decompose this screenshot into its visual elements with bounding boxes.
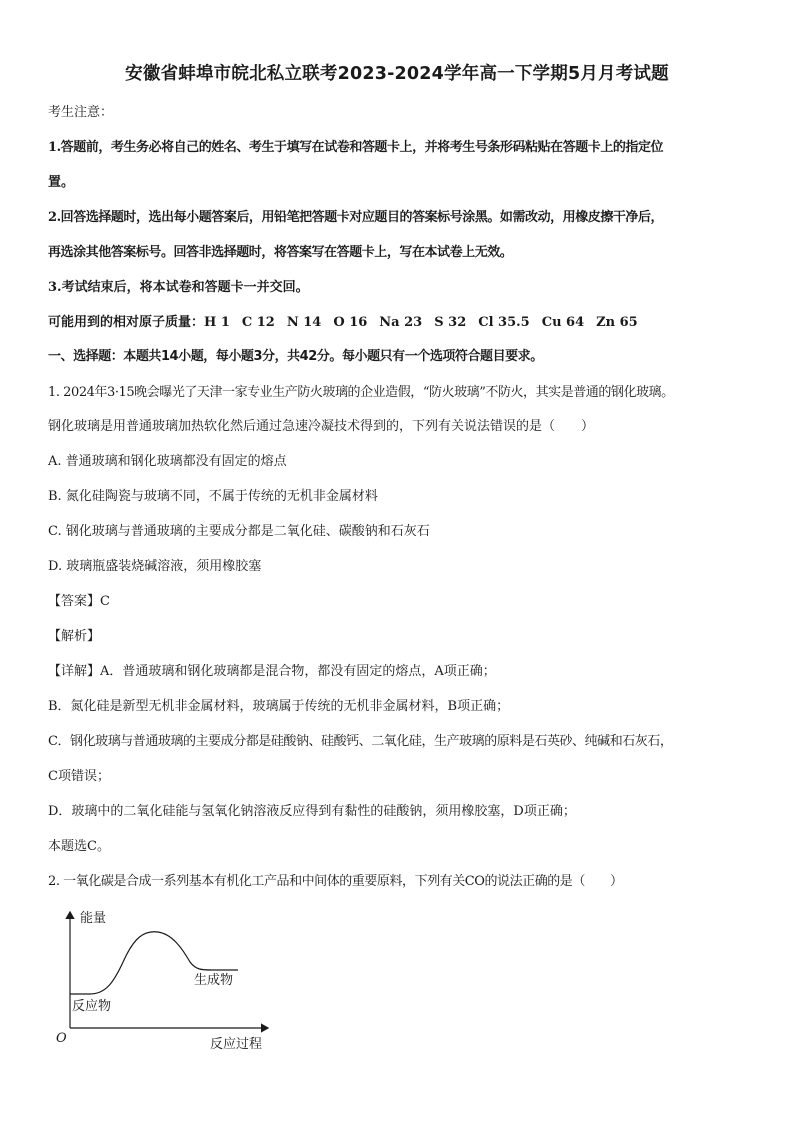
q1-analysis: 【解析】	[48, 629, 101, 644]
notice-item-1-cont: 置。	[48, 175, 75, 190]
notice-item-1: 1.答题前，考生务必将自己的姓名、考生于填写在试卷和答题卡上，并将考生号条形码粘贴在答题卡上的指定位	[48, 140, 664, 155]
atomic-mass: H 1	[204, 315, 230, 330]
notice-item-3: 3.考试结束后，将本试卷和答题卡一并交回。	[48, 280, 309, 295]
atomic-mass: C 12	[241, 315, 275, 330]
reactant-label: 反应物	[72, 999, 112, 1014]
progress-axis-label: 反应过程	[210, 1037, 263, 1052]
q1-stem-cont: 钢化玻璃是用普通玻璃加热软化然后通过急速冷凝技术得到的，下列有关说法错误的是（ ）	[48, 419, 595, 434]
q1-option-d: D. 玻璃瓶盛装烧碱溶液，须用橡胶塞	[48, 559, 262, 574]
notice-heading: 考生注意：	[48, 105, 114, 120]
atomic-mass: O 16	[333, 315, 368, 330]
energy-diagram	[48, 900, 288, 1060]
atomic-mass: Cu 64	[541, 315, 585, 330]
atomic-masses-label: 可能用到的相对原子质量：	[48, 315, 205, 330]
q1-detail-b: B．氮化硅是新型无机非金属材料，玻璃属于传统的无机非金属材料，B项正确；	[48, 699, 510, 714]
q1-detail-c-cont: C项错误；	[48, 769, 110, 784]
atomic-masses	[48, 314, 638, 332]
energy-axis-label: 能量	[80, 911, 107, 926]
q1-option-c: C. 钢化玻璃与普通玻璃的主要成分都是二氧化硅、碳酸钠和石灰石	[48, 524, 430, 539]
q1-detail-a: 【详解】A．普通玻璃和钢化玻璃都是混合物，都没有固定的熔点，A项正确；	[48, 664, 496, 679]
atomic-mass: Zn 65	[596, 315, 638, 330]
section-heading: 一、选择题：本题共14小题，每小题3分，共42分。每小题只有一个选项符合题目要求。	[48, 349, 543, 364]
q1-stem: 1. 2024年3·15晚会曝光了天津一家专业生产防火玻璃的企业造假，“防火玻璃”不防火，其实是普通的钢化玻璃。	[48, 385, 674, 400]
page-title: 安徽省蚌埠市皖北私立联考2023-2024学年高一下学期5月月考试题	[125, 64, 669, 84]
notice-item-2: 2.回答选择题时，选出每小题答案后，用铅笔把答题卡对应题目的答案标号涂黑。如需改动，用橡皮擦干净后，	[48, 210, 664, 225]
q2-stem: 2. 一氧化碳是合成一系列基本有机化工产品和中间体的重要原料，下列有关CO的说法正确的是（ ）	[48, 874, 623, 889]
product-label: 生成物	[194, 973, 234, 988]
atomic-mass: N 14	[286, 315, 322, 330]
q1-detail-c: C．钢化玻璃与普通玻璃的主要成分都是硅酸钠、硅酸钙、二氧化硅，生产玻璃的原料是石英砂、纯碱和石灰石，	[48, 734, 673, 749]
q1-detail-d: D．玻璃中的二氧化硅能与氢氧化钠溶液反应得到有黏性的硅酸钠，须用橡胶塞，D项正确；	[48, 804, 576, 819]
q1-option-b: B. 氮化硅陶瓷与玻璃不同，不属于传统的无机非金属材料	[48, 489, 378, 504]
q1-option-a: A. 普通玻璃和钢化玻璃都没有固定的熔点	[48, 454, 287, 469]
atomic-mass: Cl 35.5	[478, 315, 530, 330]
notice-item-2-cont: 再选涂其他答案标号。回答非选择题时，将答案写在答题卡上，写在本试卷上无效。	[48, 245, 513, 260]
q1-answer: 【答案】C	[48, 594, 110, 609]
atomic-mass: S 32	[434, 315, 467, 330]
atomic-mass: Na 23	[379, 315, 423, 330]
q1-conclusion: 本题选C。	[48, 839, 110, 854]
origin-label: O	[56, 1031, 67, 1046]
